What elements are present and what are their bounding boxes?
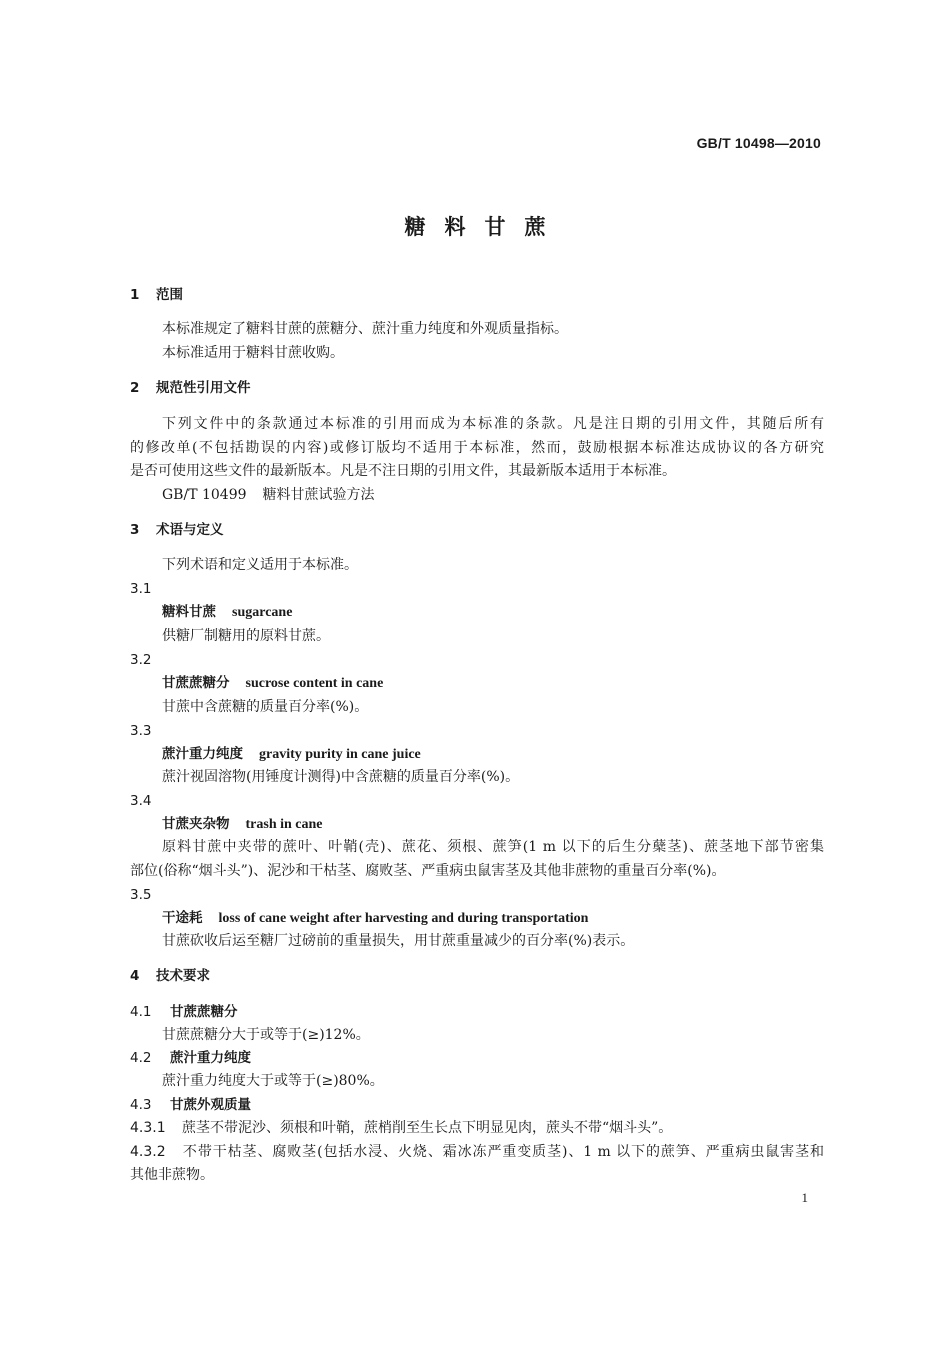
term-entry: [162, 908, 824, 929]
term-english: gravity purity in cane juice: [259, 747, 421, 762]
section-2-heading: [130, 378, 824, 398]
clause-number: 4.2: [130, 1050, 152, 1066]
section-title: 技术要求: [156, 968, 210, 984]
reference-code: GB/T 10499: [162, 487, 247, 503]
section-number: 3: [130, 522, 140, 538]
term-definition: 供糖厂制糖用的原料甘蔗。: [162, 628, 330, 644]
clause-heading: [130, 1002, 824, 1022]
section-1-heading: [130, 285, 824, 305]
paragraph: 本标准规定了糖料甘蔗的蔗糖分、蔗汁重力纯度和外观质量指标。: [162, 321, 568, 337]
paragraph: 甘蔗蔗糖分大于或等于(≥)12%。: [162, 1027, 370, 1043]
paragraph-line: 下列文件中的条款通过本标准的引用而成为本标准的条款。凡是注日期的引用文件，其随后所有: [162, 416, 824, 432]
paragraph-line: 是否可使用这些文件的最新版本。凡是不注日期的引用文件，其最新版本适用于本标准。: [130, 463, 676, 479]
page-number: 1: [801, 1190, 808, 1205]
term-definition-line: 原料甘蔗中夹带的蔗叶、叶鞘(壳)、蔗花、须根、蔗笋(1 m 以下的后生分蘖茎)、蔗茎地下部节密集: [162, 839, 824, 855]
term-english: sucrose content in cane: [245, 676, 384, 691]
term-english: loss of cane weight after harvesting and during transportation: [218, 911, 589, 926]
term-english: trash in cane: [245, 817, 323, 832]
sub-clause-number: 4.3.2: [130, 1144, 166, 1160]
term-number: 3.4: [130, 793, 152, 809]
paragraph-line: 的修改单(不包括勘误的内容)或修订版均不适用于本标准，然而，鼓励根据本标准达成协议的各方研究: [130, 440, 824, 456]
section-3-heading: [130, 520, 824, 540]
section-number: 4: [130, 968, 140, 984]
sub-clause: [130, 1118, 824, 1138]
clause-heading: [130, 1048, 824, 1068]
section-title: 规范性引用文件: [156, 380, 251, 396]
term-chinese: 糖料甘蔗: [162, 604, 216, 620]
paragraph: 本标准适用于糖料甘蔗收购。: [162, 345, 344, 361]
term-definition: 甘蔗砍收后运至糖厂过磅前的重量损失，用甘蔗重量减少的百分率(%)表示。: [162, 933, 635, 949]
term-chinese: 蔗汁重力纯度: [162, 746, 243, 762]
term-definition: 蔗汁视固溶物(用锤度计测得)中含蔗糖的质量百分率(%)。: [162, 769, 520, 785]
term-number: 3.1: [130, 581, 152, 597]
section-number: 2: [130, 380, 140, 396]
term-number: 3.3: [130, 723, 152, 739]
term-chinese: 干途耗: [162, 910, 203, 926]
sub-clause-text: 不带干枯茎、腐败茎(包括水浸、火烧、霜冰冻严重变质茎)、1 m 以下的蔗笋、严重病虫鼠害茎和: [182, 1144, 824, 1160]
clause-title: 甘蔗外观质量: [170, 1097, 251, 1113]
term-chinese: 甘蔗夹杂物: [162, 816, 230, 832]
term-entry: [162, 673, 824, 694]
term-number: 3.5: [130, 887, 152, 903]
clause-title: 蔗汁重力纯度: [170, 1050, 251, 1066]
section-title: 范围: [156, 287, 183, 303]
paragraph: 下列术语和定义适用于本标准。: [162, 557, 358, 573]
term-entry: [162, 602, 824, 623]
term-definition: 甘蔗中含蔗糖的质量百分率(%)。: [162, 699, 369, 715]
paragraph: 蔗汁重力纯度大于或等于(≥)80%。: [162, 1073, 384, 1089]
document-title: 糖料甘蔗: [404, 215, 565, 239]
clause-heading: [130, 1095, 824, 1115]
term-english: sugarcane: [232, 605, 293, 620]
section-number: 1: [130, 287, 140, 303]
sub-clause-text: 蔗茎不带泥沙、须根和叶鞘，蔗梢削至生长点下明显见肉，蔗头不带“烟斗头”。: [182, 1120, 673, 1136]
normative-reference: [162, 485, 824, 505]
reference-title: 糖料甘蔗试验方法: [262, 487, 375, 503]
term-definition-line: 部位(俗称“烟斗头”)、泥沙和干枯茎、腐败茎、严重病虫鼠害茎及其他非蔗物的重量百分率(%)。: [130, 863, 726, 879]
clause-number: 4.1: [130, 1004, 152, 1020]
standard-number: GB/T 10498—2010: [696, 135, 821, 151]
sub-clause: [130, 1142, 824, 1162]
term-chinese: 甘蔗蔗糖分: [162, 675, 230, 691]
sub-clause-number: 4.3.1: [130, 1120, 166, 1136]
term-entry: [162, 814, 824, 835]
term-entry: [162, 744, 824, 765]
clause-number: 4.3: [130, 1097, 152, 1113]
section-4-heading: [130, 966, 824, 986]
clause-title: 甘蔗蔗糖分: [170, 1004, 238, 1020]
sub-clause-continuation: 其他非蔗物。: [130, 1167, 214, 1183]
section-title: 术语与定义: [156, 522, 224, 538]
term-number: 3.2: [130, 652, 152, 668]
